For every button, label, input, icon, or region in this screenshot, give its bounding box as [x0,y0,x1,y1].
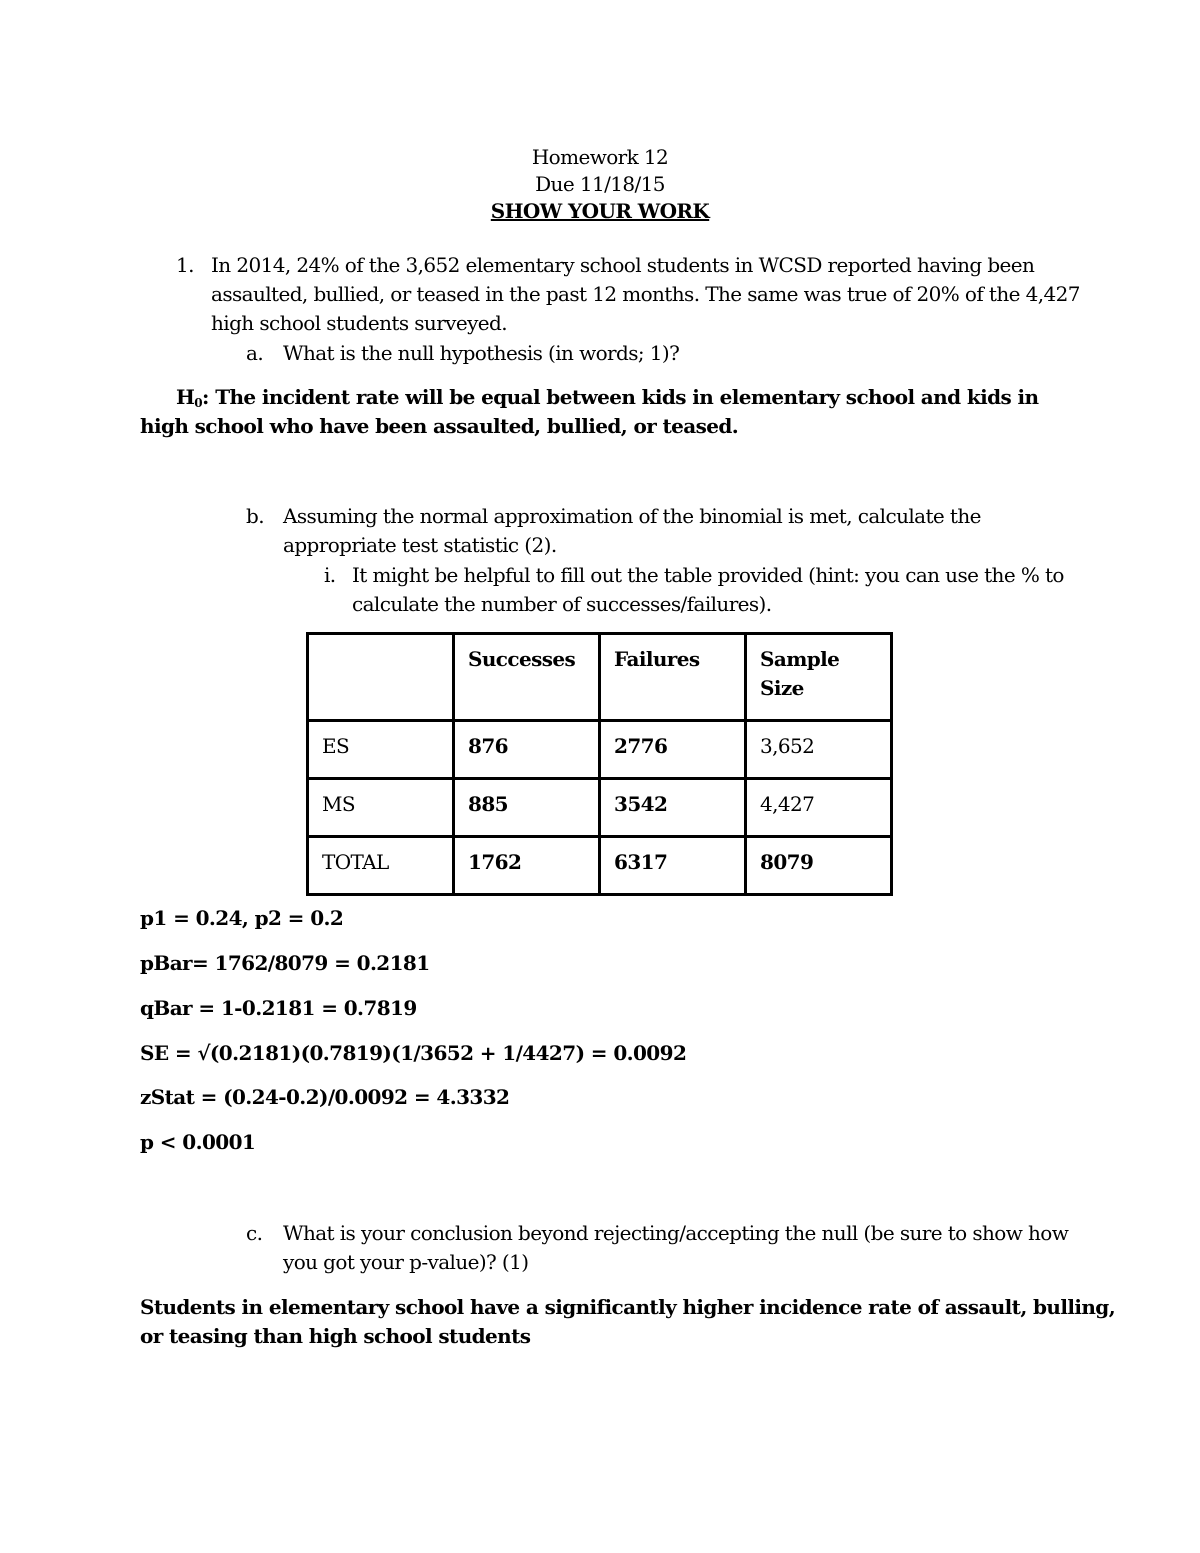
table-header-row [308,634,892,721]
table-row [308,721,892,779]
conclusion-answer: Students in elementary school have a significantly higher incidence rate of assault, bulling, [140,1295,1116,1319]
table-cell: 876 [454,721,600,779]
part-c-letter: c. [246,1221,263,1245]
sub-i-text: calculate the number of successes/failures). [352,592,772,616]
work-line: p1 = 0.24, p2 = 0.2 [140,906,344,930]
table-header-cell: Successes [454,634,600,721]
table-row [308,779,892,837]
table-cell: 885 [454,779,600,837]
table-row [308,837,892,895]
table-cell: 6317 [600,837,746,895]
work-line: SE = √(0.2181)(0.7819)(1/3652 + 1/4427) = 0.0092 [140,1041,687,1065]
answer-text: : The incident rate will be equal between kids in elementary school and kids in [202,385,1039,409]
sub-i-text: It might be helpful to fill out the table provided (hint: you can use the % to [352,563,1064,587]
table-cell: ES [308,721,454,779]
h-subscript: 0 [194,396,203,410]
table-header-cell: Failures [600,634,746,721]
due-date: Due 11/18/15 [535,172,665,196]
question-text-line: high school students surveyed. [211,311,507,335]
table-cell: 2776 [600,721,746,779]
part-b-question: Assuming the normal approximation of the binomial is met, calculate the [283,504,981,528]
table-cell: TOTAL [308,837,454,895]
table-cell: 1762 [454,837,600,895]
part-c-question: you got your p-value)? (1) [283,1250,529,1274]
conclusion-answer: or teasing than high school students [140,1324,531,1348]
part-a-letter: a. [246,341,264,365]
table-cell: 3,652 [746,721,892,779]
show-work-instruction: SHOW YOUR WORK [490,199,710,223]
contingency-table [306,632,893,896]
null-hypothesis-answer-line: high school who have been assaulted, bullied, or teased. [140,414,739,438]
table-header-cell: Sample Size [746,634,892,721]
question-number: 1. [176,253,194,277]
sub-i-numeral: i. [324,563,336,587]
table-cell: MS [308,779,454,837]
table-cell: 4,427 [746,779,892,837]
part-b-question: appropriate test statistic (2). [283,533,557,557]
null-hypothesis-answer [176,385,1038,410]
h-symbol: H [176,385,195,409]
table-cell: 3542 [600,779,746,837]
table-header-cell [308,634,454,721]
question-text-line: assaulted, bullied, or teased in the past 12 months. The same was true of 20% of the 4,427 [211,282,1080,306]
work-line: zStat = (0.24-0.2)/0.0092 = 4.3332 [140,1085,510,1109]
part-c-question: What is your conclusion beyond rejecting/accepting the null (be sure to show how [283,1221,1069,1245]
work-line: qBar = 1-0.2181 = 0.7819 [140,996,417,1020]
document-title: Homework 12 [531,145,669,169]
work-line: p < 0.0001 [140,1130,256,1154]
work-line: pBar= 1762/8079 = 0.2181 [140,951,430,975]
part-a-question: What is the null hypothesis (in words; 1)? [283,341,680,365]
question-text-line: In 2014, 24% of the 3,652 elementary school students in WCSD reported having been [211,253,1035,277]
part-b-letter: b. [246,504,264,528]
table-cell: 8079 [746,837,892,895]
